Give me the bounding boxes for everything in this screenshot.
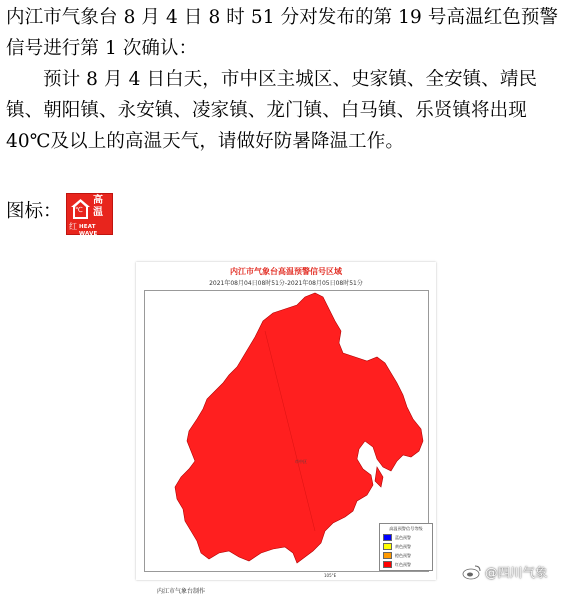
legend-row-red	[383, 561, 432, 568]
legend-label-red: 红色预警	[395, 561, 411, 567]
legend-label-yellow: 黄色预警	[395, 543, 411, 549]
watermark-text: @四川气象	[485, 565, 548, 580]
map-legend	[379, 523, 433, 571]
map-title: 内江市气象台高温预警信号区域	[230, 267, 342, 276]
notice-paragraph-1: 内江市气象台 8 月 4 日 8 时 51 分对发布的第 19 号高温红色预警信号进行第 1 次确认：	[6, 7, 559, 59]
legend-title: 高温预警信号等级	[389, 526, 423, 531]
notice-paragraph-2	[6, 64, 562, 157]
map-coordinate-label: 105°E	[324, 573, 337, 578]
weibo-icon	[462, 564, 482, 580]
legend-swatch-yellow	[383, 543, 392, 550]
weibo-watermark	[462, 561, 548, 583]
map-center-label: 市中区	[295, 459, 307, 464]
legend-label-orange: 橙色预警	[395, 552, 411, 558]
legend-swatch-red	[383, 561, 392, 568]
icon-label: 图标：	[6, 201, 62, 222]
legend-label-blue: 蓝色预警	[395, 534, 411, 540]
legend-swatch-orange	[383, 552, 392, 559]
temperature-symbol: ℃	[75, 206, 83, 214]
warning-map	[136, 262, 436, 595]
icon-glyph-wen: 温	[93, 207, 103, 218]
legend-row-orange	[383, 552, 432, 559]
legend-row-yellow	[383, 543, 432, 550]
heat-wave-red-icon	[66, 193, 113, 235]
icon-glyph-gao: 高	[93, 195, 103, 206]
legend-swatch-blue	[383, 534, 392, 541]
icon-glyph-hong: 红	[69, 222, 77, 231]
map-subtitle: 2021年08月04日08时51分-2021年08月05日08时51分	[209, 280, 363, 287]
legend-row-blue	[383, 534, 432, 541]
icon-heat-wave-text: HEAT WAVE	[79, 224, 98, 237]
map-credit: 内江市气象台制作	[157, 588, 206, 595]
notice-paragraph-2-text: 预计 8 月 4 日白天，市中区主城区、史家镇、全安镇、靖民镇、朝阳镇、永安镇、凌家镇、龙门镇、白马镇、乐贤镇将出现 40℃及以上的高温天气，请做好防暑降温工作。	[6, 69, 538, 152]
